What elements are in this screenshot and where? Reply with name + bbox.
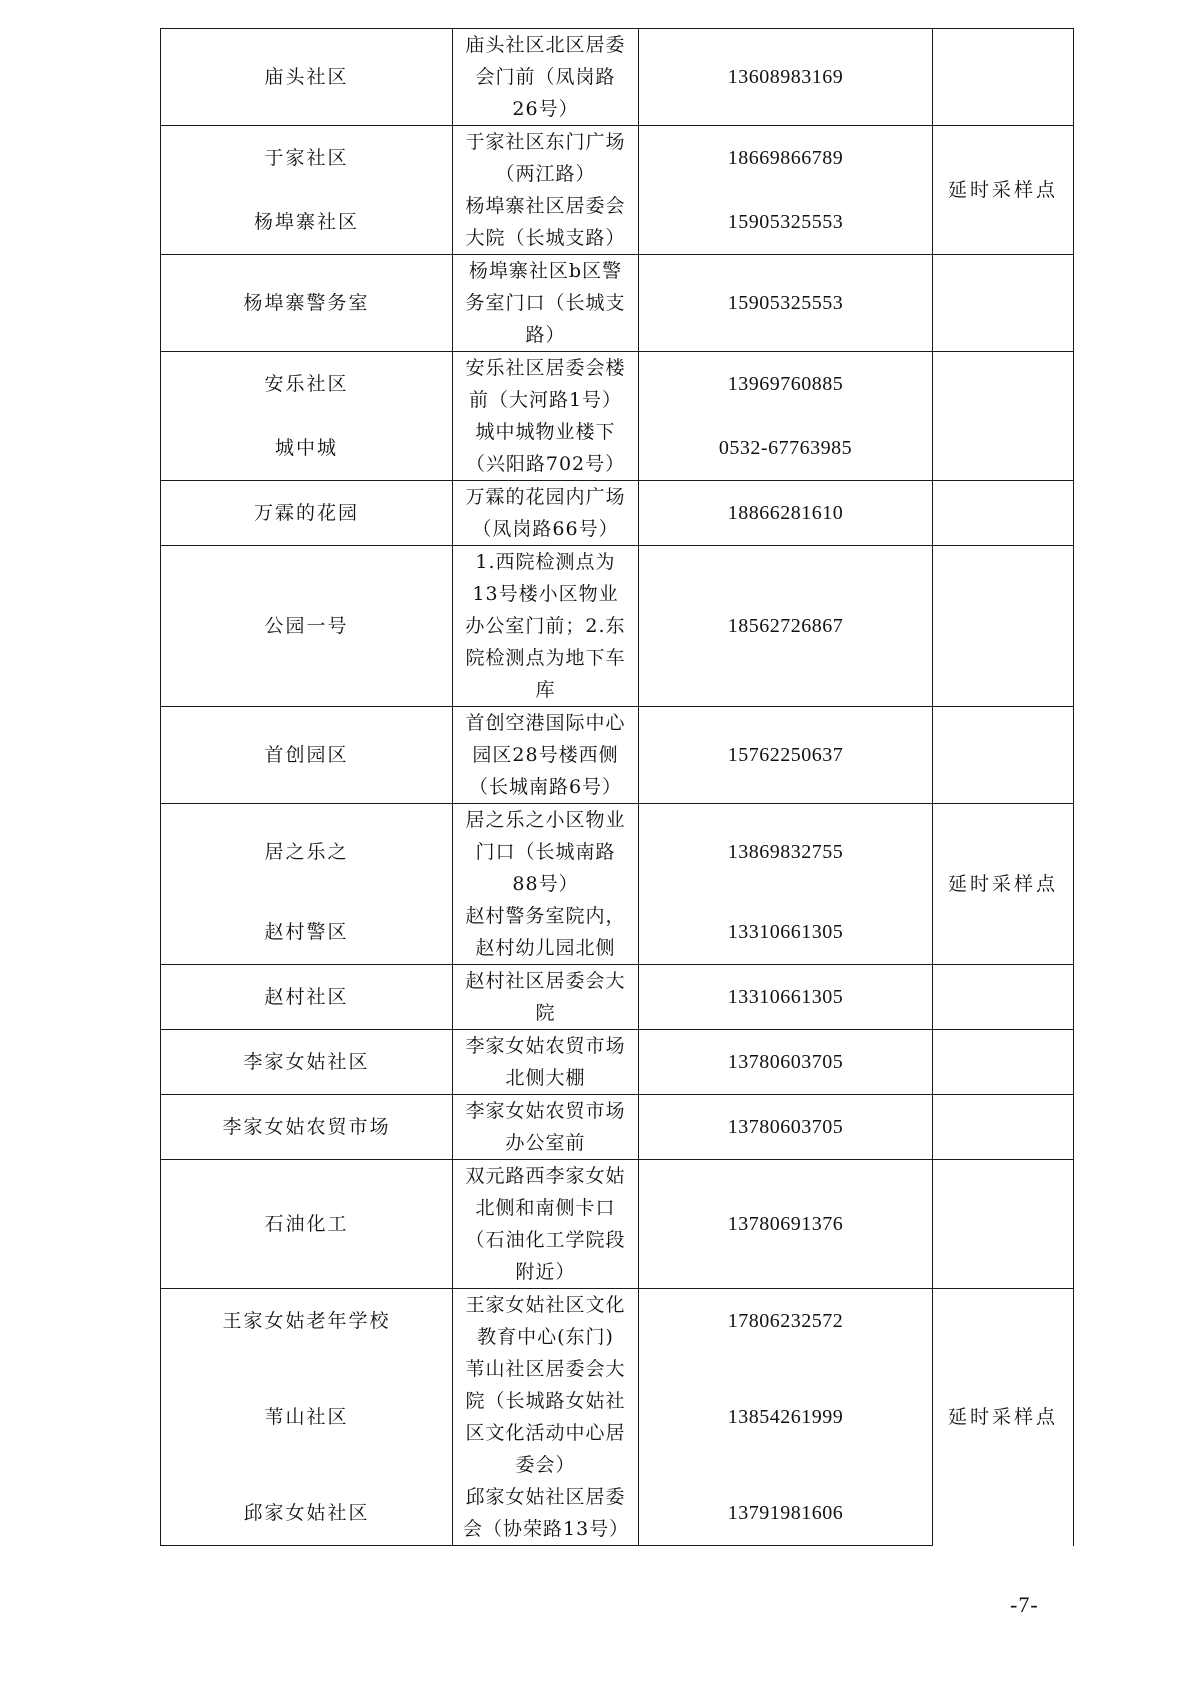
sampling-location: 李家女姑农贸市场北侧大棚: [453, 1030, 639, 1095]
note-cell: [933, 546, 1074, 707]
note-cell: [933, 481, 1074, 546]
contact-phone: 13854261999: [639, 1353, 933, 1481]
community-name: 安乐社区: [161, 352, 453, 417]
contact-phone: 15905325553: [639, 255, 933, 352]
sampling-location: 于家社区东门广场（两江路）: [453, 126, 639, 191]
sampling-points-table: [160, 28, 1074, 1546]
contact-phone: 13608983169: [639, 29, 933, 126]
sampling-location: 庙头社区北区居委会门前（凤岗路26号）: [453, 29, 639, 126]
sampling-location: 杨埠寨社区居委会大院（长城支路）: [453, 190, 639, 255]
sampling-location: 1.西院检测点为13号楼小区物业办公室门前；2.东院检测点为地下车库: [453, 546, 639, 707]
sampling-location: 李家女姑农贸市场办公室前: [453, 1095, 639, 1160]
community-name: 杨埠寨社区: [161, 190, 453, 255]
table-row: [161, 126, 1074, 191]
note-cell: [933, 707, 1074, 804]
sampling-location: 赵村社区居委会大院: [453, 965, 639, 1030]
contact-phone: 13869832755: [639, 804, 933, 901]
contact-phone: 13791981606: [639, 1481, 933, 1546]
contact-phone: 15762250637: [639, 707, 933, 804]
community-name: 苇山社区: [161, 1353, 453, 1481]
note-cell: [933, 1160, 1074, 1289]
contact-phone: 13310661305: [639, 900, 933, 965]
table-row: [161, 352, 1074, 417]
community-name: 于家社区: [161, 126, 453, 191]
community-name: 邱家女姑社区: [161, 1481, 453, 1546]
community-name: 杨埠寨警务室: [161, 255, 453, 352]
community-name: 城中城: [161, 416, 453, 481]
table-row: [161, 1289, 1074, 1354]
community-name: 居之乐之: [161, 804, 453, 901]
note-cell: [933, 965, 1074, 1030]
contact-phone: 13969760885: [639, 352, 933, 417]
sampling-location: 首创空港国际中心园区28号楼西侧（长城南路6号）: [453, 707, 639, 804]
contact-phone: 13780691376: [639, 1160, 933, 1289]
sampling-location: 城中城物业楼下（兴阳路702号）: [453, 416, 639, 481]
community-name: 万霖的花园: [161, 481, 453, 546]
community-name: 赵村社区: [161, 965, 453, 1030]
contact-phone: 13780603705: [639, 1095, 933, 1160]
table-row: [161, 1030, 1074, 1095]
sampling-location: 赵村警务室院内，赵村幼儿园北侧: [453, 900, 639, 965]
note-cell: 延时采样点: [933, 804, 1074, 965]
table-row: [161, 1160, 1074, 1289]
sampling-location: 安乐社区居委会楼前（大河路1号）: [453, 352, 639, 417]
sampling-location: 居之乐之小区物业门口（长城南路88号）: [453, 804, 639, 901]
community-name: 李家女姑社区: [161, 1030, 453, 1095]
community-name: 庙头社区: [161, 29, 453, 126]
note-cell: [933, 255, 1074, 352]
contact-phone: 18866281610: [639, 481, 933, 546]
contact-phone: 15905325553: [639, 190, 933, 255]
sampling-location: 万霖的花园内广场（凤岗路66号）: [453, 481, 639, 546]
note-cell: [933, 29, 1074, 126]
contact-phone: 18562726867: [639, 546, 933, 707]
table-row: [161, 965, 1074, 1030]
sampling-location: 邱家女姑社区居委会（协荣路13号）: [453, 1481, 639, 1546]
table-row: [161, 546, 1074, 707]
community-name: 赵村警区: [161, 900, 453, 965]
table-row: [161, 255, 1074, 352]
page-number: -7-: [1010, 1592, 1039, 1617]
note-cell: [933, 1095, 1074, 1160]
community-name: 石油化工: [161, 1160, 453, 1289]
sampling-location: 杨埠寨社区b区警务室门口（长城支路）: [453, 255, 639, 352]
table-row: [161, 1095, 1074, 1160]
note-cell: 延时采样点: [933, 126, 1074, 255]
community-name: 王家女姑老年学校: [161, 1289, 453, 1354]
sampling-location: 双元路西李家女姑北侧和南侧卡口（石油化工学院段附近）: [453, 1160, 639, 1289]
note-cell: [933, 1030, 1074, 1095]
table-row: [161, 481, 1074, 546]
community-name: 李家女姑农贸市场: [161, 1095, 453, 1160]
sampling-location: 王家女姑社区文化教育中心(东门): [453, 1289, 639, 1354]
contact-phone: 13310661305: [639, 965, 933, 1030]
contact-phone: 13780603705: [639, 1030, 933, 1095]
community-name: 公园一号: [161, 546, 453, 707]
note-cell: [933, 352, 1074, 481]
table-row: [161, 804, 1074, 901]
note-cell: 延时采样点: [933, 1289, 1074, 1546]
sampling-location: 苇山社区居委会大院（长城路女姑社区文化活动中心居委会）: [453, 1353, 639, 1481]
table-row: [161, 29, 1074, 126]
contact-phone: 17806232572: [639, 1289, 933, 1354]
contact-phone: 18669866789: [639, 126, 933, 191]
contact-phone: 0532-67763985: [639, 416, 933, 481]
table-row: [161, 707, 1074, 804]
community-name: 首创园区: [161, 707, 453, 804]
